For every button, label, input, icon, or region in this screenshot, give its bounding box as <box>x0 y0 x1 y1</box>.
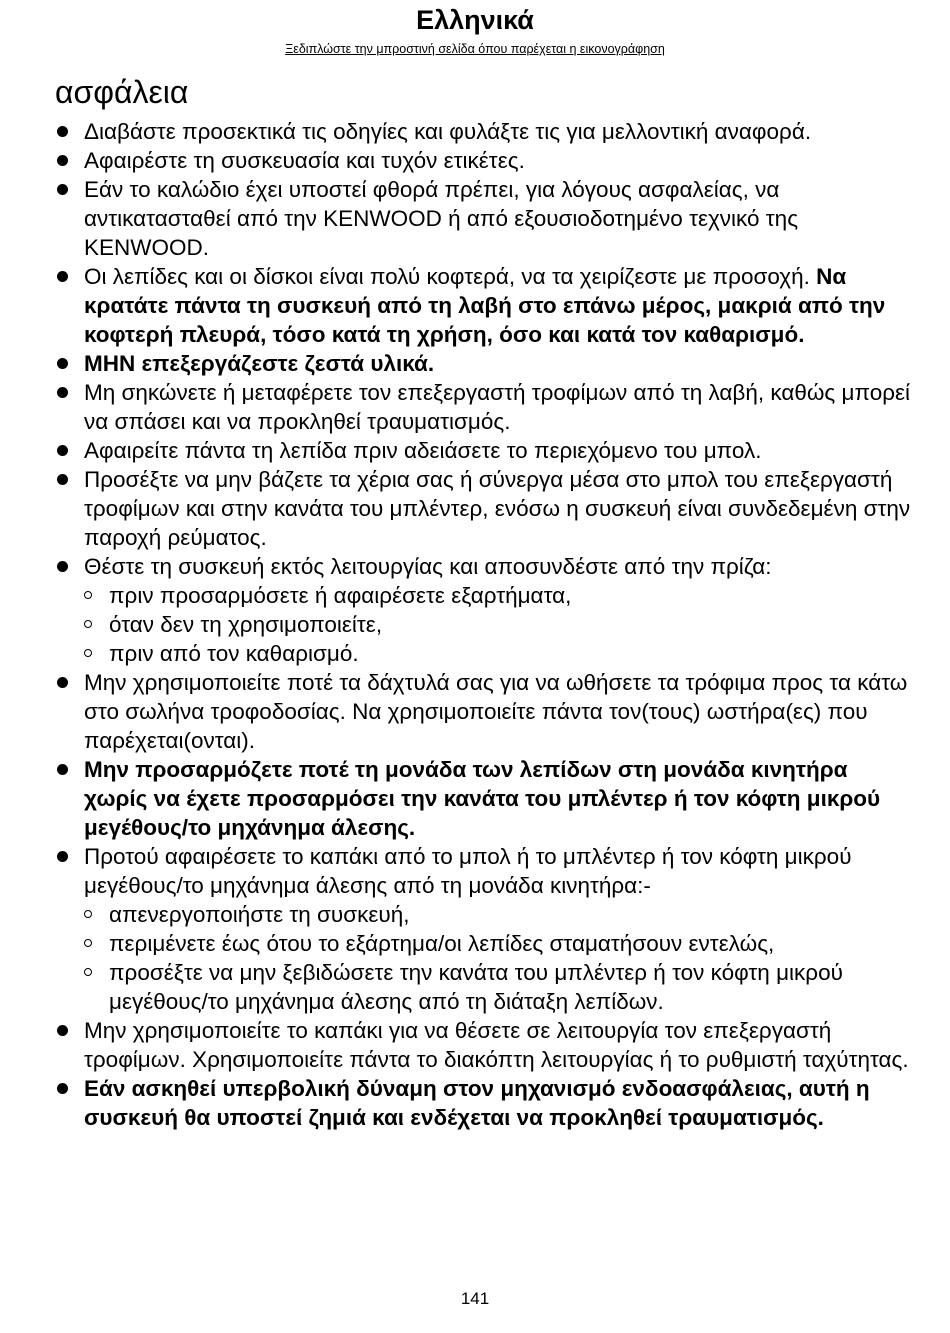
sub-item-text: απενεργοποιήστε τη συσκευή, <box>109 902 410 927</box>
item-text: Προτού αφαιρέσετε το καπάκι από το μπολ ή το μπλέντερ ή τον κόφτη μικρού μεγέθους/το μηχάνημα άλεσης από τη μονάδα κινητήρα:- <box>84 844 852 898</box>
list-item <box>55 668 915 755</box>
sub-item-text: όταν δεν τη χρησιμοποιείτε, <box>109 612 383 637</box>
bullet-icon <box>57 764 68 775</box>
fold-out-note: Ξεδιπλώστε την μπροστινή σελίδα όπου παρέχεται η εικονογράφηση <box>285 42 665 56</box>
item-bold-text: Να κρατάτε πάντα τη συσκευή από τη λαβή στο επάνω μέρος, μακριά από την κοφτερή πλευρά, τόσο κατά τη χρήση, όσο και κατά τον καθαρισμό. <box>84 264 886 347</box>
sub-list <box>84 900 915 1016</box>
hollow-bullet-icon <box>84 910 92 918</box>
list-item <box>55 465 915 552</box>
list-item <box>55 349 915 378</box>
item-text: Αφαιρείτε πάντα τη λεπίδα πριν αδειάσετε το περιεχόμενο του μπολ. <box>84 438 762 463</box>
item-text: Θέστε τη συσκευή εκτός λειτουργίας και αποσυνδέστε από την πρίζα: <box>84 554 772 579</box>
item-text: Προσέξτε να μην βάζετε τα χέρια σας ή σύνεργα μέσα στο μπολ του επεξεργαστή τροφίμων και στην κανάτα του μπλέντερ, ενόσω η συσκευή είναι συνδεδεμένη στην παροχή ρεύματος. <box>84 467 911 550</box>
bullet-icon <box>57 445 68 456</box>
list-item <box>55 378 915 436</box>
language-title: Ελληνικά <box>416 5 534 35</box>
bullet-icon <box>57 1083 68 1094</box>
sub-list-item <box>84 958 915 1016</box>
bullet-icon <box>57 474 68 485</box>
bullet-icon <box>57 358 68 369</box>
safety-list <box>55 117 915 1132</box>
sub-item-text: περιμένετε έως ότου το εξάρτημα/οι λεπίδες σταματήσουν εντελώς, <box>109 931 775 956</box>
hollow-bullet-icon <box>84 939 92 947</box>
sub-list <box>84 581 915 668</box>
bullet-icon <box>57 677 68 688</box>
bullet-icon <box>57 1025 68 1036</box>
list-item <box>55 175 915 262</box>
sub-list-item <box>84 581 915 610</box>
item-text: Αφαιρέστε τη συσκευασία και τυχόν ετικέτες. <box>84 148 525 173</box>
sub-list-item <box>84 929 915 958</box>
item-text: Οι λεπίδες και οι δίσκοι είναι πολύ κοφτερά, να τα χειρίζεστε με προσοχή. <box>84 264 810 289</box>
bullet-icon <box>57 184 68 195</box>
bullet-icon <box>57 561 68 572</box>
list-item <box>55 755 915 842</box>
bullet-icon <box>57 387 68 398</box>
item-text: Εάν το καλώδιο έχει υποστεί φθορά πρέπει, για λόγους ασφαλείας, να αντικατασταθεί από την KENWOOD ή από εξουσιοδοτημένο τεχνικό της KENWOOD. <box>84 177 799 260</box>
sub-list-item <box>84 639 915 668</box>
item-text: Μην χρησιμοποιείτε ποτέ τα δάχτυλά σας για να ωθήσετε τα τρόφιμα προς τα κάτω στο σωλήνα τροφοδοσίας. Να χρησιμοποιείτε πάντα τον(τους) ωστήρα(ες) που παρέχεται(ονται). <box>84 670 908 753</box>
sub-item-text: πριν προσαρμόσετε ή αφαιρέσετε εξαρτήματα, <box>109 583 572 608</box>
list-item <box>55 842 915 1016</box>
item-text: Μην χρησιμοποιείτε το καπάκι για να θέσετε σε λειτουργία τον επεξεργαστή τροφίμων. Χρησιμοποιείτε πάντα το διακόπτη λειτουργίας ή το ρυθμιστή ταχύτητας. <box>84 1018 909 1072</box>
hollow-bullet-icon <box>84 649 92 657</box>
bullet-icon <box>57 271 68 282</box>
item-bold-text: Μην προσαρμόζετε ποτέ τη μονάδα των λεπίδων στη μονάδα κινητήρα χωρίς να έχετε προσαρμόσει την κανάτα του μπλέντερ ή τον κόφτη μικρού μεγέθους/το μηχάνημα άλεσης. <box>84 757 881 840</box>
item-text: Διαβάστε προσεκτικά τις οδηγίες και φυλάξτε τις για μελλοντική αναφορά. <box>84 119 812 144</box>
hollow-bullet-icon <box>84 968 92 976</box>
item-bold-text: ΜΗΝ επεξεργάζεστε ζεστά υλικά. <box>84 351 435 376</box>
item-text: Μη σηκώνετε ή μεταφέρετε τον επεξεργαστή τροφίμων από τη λαβή, καθώς μπορεί να σπάσει και να προκληθεί τραυματισμός. <box>84 380 911 434</box>
hollow-bullet-icon <box>84 620 92 628</box>
hollow-bullet-icon <box>84 591 92 599</box>
safety-list-container <box>55 117 915 1132</box>
page-number: 141 <box>460 1289 490 1308</box>
sub-list-item <box>84 900 915 929</box>
sub-list-item <box>84 610 915 639</box>
bullet-icon <box>57 155 68 166</box>
list-item <box>55 117 915 146</box>
bullet-icon <box>57 851 68 862</box>
item-bold-text: Εάν ασκηθεί υπερβολική δύναμη στον μηχανισμό ενδοασφάλειας, αυτή η συσκευή θα υποστεί ζημιά και ενδέχεται να προκληθεί τραυματισμός. <box>84 1076 870 1130</box>
sub-item-text: πριν από τον καθαρισμό. <box>109 641 359 666</box>
list-item <box>55 262 915 349</box>
list-item <box>55 436 915 465</box>
list-item <box>55 146 915 175</box>
list-item <box>55 1074 915 1132</box>
sub-item-text: προσέξτε να μην ξεβιδώσετε την κανάτα του μπλέντερ ή τον κόφτη μικρού μεγέθους/το μηχάνημα άλεσης από τη διάταξη λεπίδων. <box>109 960 843 1014</box>
list-item <box>55 1016 915 1074</box>
section-title: ασφάλεια <box>55 74 189 110</box>
bullet-icon <box>57 126 68 137</box>
list-item <box>55 552 915 668</box>
